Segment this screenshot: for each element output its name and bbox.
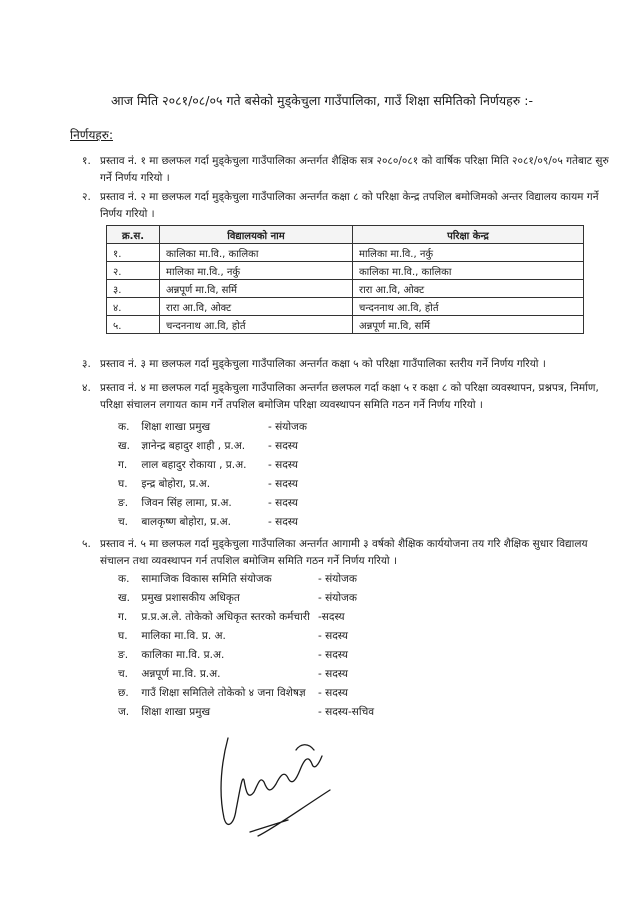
member-role: - सदस्य — [318, 687, 348, 699]
member-letter: ख. — [118, 440, 130, 452]
decision-number: ४. — [82, 382, 91, 394]
member-letter: क. — [118, 573, 130, 585]
decision-2 — [82, 189, 620, 223]
list-item — [118, 456, 298, 475]
member-name: जिवन सिंह लामा, प्र.अ. — [141, 497, 232, 509]
member-role: - सदस्य — [268, 516, 298, 528]
cell-serial: ५. — [107, 316, 160, 334]
member-letter: ङ. — [118, 649, 129, 661]
column-header-center: परिक्षा केन्द्र — [353, 226, 584, 244]
member-letter: घ. — [118, 478, 128, 490]
list-item — [118, 684, 348, 703]
table-row — [107, 262, 584, 280]
member-name: मालिका मा.वि. प्र. अ. — [141, 630, 226, 642]
cell-serial: १. — [107, 244, 160, 262]
exam-committee-list — [118, 418, 307, 532]
list-item — [118, 589, 357, 608]
member-letter: ख. — [118, 592, 130, 604]
decision-number: ५. — [82, 538, 91, 550]
member-name: बालकृष्ण बोहोरा, प्र.अ. — [141, 516, 231, 528]
list-item — [118, 494, 298, 513]
decision-5 — [82, 536, 620, 570]
cell-school: मालिका मा.वि., नर्कु — [160, 262, 353, 280]
table-row — [107, 244, 584, 262]
member-name: सामाजिक विकास समिति संयोजक — [141, 573, 272, 585]
table-row — [107, 298, 584, 316]
member-letter: ग. — [118, 611, 128, 623]
cell-school: कालिका मा.वि., कालिका — [160, 244, 353, 262]
decision-text: प्रस्ताव नं. २ मा छलफल गर्दा मुड्केचुला गाउँपालिका अन्तर्गत कक्षा ८ को परिक्षा केन्द्र तपशिल बमोजिमको अन्तर विद्यालय कायम गर्ने निर्णय गरियो । — [100, 191, 599, 220]
decision-text: प्रस्ताव नं. १ मा छलफल गर्दा मुड्केचुला गाउँपालिका अन्तर्गत शैक्षिक सत्र २०८०/०८१ को वार्षिक परिक्षा मिति २०८१/०९/०५ गतेबाट सुरु गर्ने निर्णय गरियो । — [100, 155, 609, 184]
planning-committee-list — [118, 570, 375, 722]
list-item — [118, 570, 357, 589]
member-name: कालिका मा.वि. प्र.अ. — [141, 649, 225, 661]
exam-center-table — [106, 225, 584, 334]
cell-center: मालिका मा.वि., नर्कु — [353, 244, 584, 262]
table-row — [107, 316, 584, 334]
member-role: - सदस्य — [268, 440, 298, 452]
list-item — [118, 513, 298, 532]
cell-center: अन्नपूर्ण मा.वि, सर्मि — [353, 316, 584, 334]
member-letter: ज. — [118, 706, 130, 718]
member-role: - सदस्य-सचिव — [318, 706, 375, 718]
member-name: लाल बहादुर रोकाया , प्र.अ. — [141, 459, 247, 471]
list-item — [118, 665, 348, 684]
member-role: - संयोजक — [318, 592, 357, 604]
table-row — [107, 280, 584, 298]
member-letter: च. — [118, 668, 129, 680]
cell-school: रारा आ.वि, ओक्ट — [160, 298, 353, 316]
cell-school: चन्दननाथ आ.वि, होर्त — [160, 316, 353, 334]
decision-text: प्रस्ताव नं. ५ मा छलफल गर्दा मुड्केचुला गाउँपालिका अन्तर्गत आगामी ३ वर्षको शैक्षिक कार्ययोजना तय गरि शैक्षिक सुधार विद्यालय संचालन तथा व्यवस्थापन गर्न तपशिल बमोजिम समिति गठन गर्ने निर्णय गरियो । — [100, 538, 588, 567]
member-letter: च. — [118, 516, 129, 528]
table-header-row — [107, 226, 584, 244]
member-name: अन्नपूर्ण मा.वि. प्र.अ. — [141, 668, 221, 680]
member-letter: घ. — [118, 630, 128, 642]
member-role: - संयोजक — [318, 573, 357, 585]
member-letter: ङ. — [118, 497, 129, 509]
member-role: - सदस्य — [318, 649, 348, 661]
cell-center: रारा आ.वि, ओक्ट — [353, 280, 584, 298]
member-name: प्र.प्र.अ.ले. तोकेको अधिकृत स्तरको कर्मचारी — [141, 611, 310, 623]
list-item — [118, 627, 348, 646]
decision-number: १. — [82, 155, 91, 167]
member-name: प्रमुख प्रशासकीय अधिकृत — [141, 592, 240, 604]
cell-serial: ३. — [107, 280, 160, 298]
list-item — [118, 475, 298, 494]
member-letter: छ. — [118, 687, 129, 699]
member-name: शिक्षा शाखा प्रमुख — [141, 421, 211, 433]
column-header-school: विद्यालयको नाम — [160, 226, 353, 244]
member-name: शिक्षा शाखा प्रमुख — [141, 706, 211, 718]
member-name: इन्द्र बोहोरा, प्र.अ. — [141, 478, 211, 490]
decision-3 — [82, 356, 620, 373]
column-header-serial: क्र.स. — [107, 226, 160, 244]
decision-text: प्रस्ताव नं. ४ मा छलफल गर्दा मुड्केचुला गाउँपालिका अन्तर्गत छलफल गर्दा कक्षा ५ र कक्षा ८ को परिक्षा व्यवस्थापन, प्रश्नपत्र, निर्माण, परिक्षा संचालन लगायत काम गर्ने तपशिल बमोजिम परिक्षा व्यवस्थापन समिति गठन गर्ने निर्णय गरियो । — [100, 382, 599, 411]
list-item — [118, 437, 298, 456]
member-role: -सदस्य — [318, 611, 345, 623]
cell-school: अन्नपूर्ण मा.वि, सर्मि — [160, 280, 353, 298]
list-item — [118, 608, 345, 627]
document-title: आज मिति २०८१/०८/०५ गते बसेको मुड्केचुला गाउँपालिका, गाउँ शिक्षा समितिको निर्णयहरु :- — [111, 93, 533, 108]
member-role: - सदस्य — [268, 459, 298, 471]
member-role: - सदस्य — [268, 478, 298, 490]
cell-center: कालिका मा.वि., कालिका — [353, 262, 584, 280]
cell-serial: ४. — [107, 298, 160, 316]
member-role: - सदस्य — [318, 630, 348, 642]
list-item — [118, 418, 307, 437]
member-letter: ग. — [118, 459, 128, 471]
decision-4 — [82, 380, 620, 414]
decisions-heading: निर्णयहरु: — [70, 128, 113, 142]
member-role: - सदस्य — [318, 668, 348, 680]
member-name: गाउँ शिक्षा समितिले तोकेको ४ जना विशेषज्ञ — [141, 687, 306, 699]
signature-mark — [200, 720, 360, 840]
list-item — [118, 646, 348, 665]
decision-number: २. — [82, 191, 91, 203]
member-role: - संयोजक — [268, 421, 307, 433]
decision-text: प्रस्ताव नं. ३ मा छलफल गर्दा मुड्केचुला गाउँपालिका अन्तर्गत कक्षा ५ को परिक्षा गाउँपालिका स्तरीय गर्ने निर्णय गरियो । — [100, 358, 546, 370]
member-name: ज्ञानेन्द्र बहादुर शाही , प्र.अ. — [141, 440, 246, 452]
cell-serial: २. — [107, 262, 160, 280]
member-role: - सदस्य — [268, 497, 298, 509]
decision-1 — [82, 153, 620, 187]
cell-center: चन्दननाथ आ.वि, होर्त — [353, 298, 584, 316]
member-letter: क. — [118, 421, 130, 433]
decision-number: ३. — [82, 358, 91, 370]
